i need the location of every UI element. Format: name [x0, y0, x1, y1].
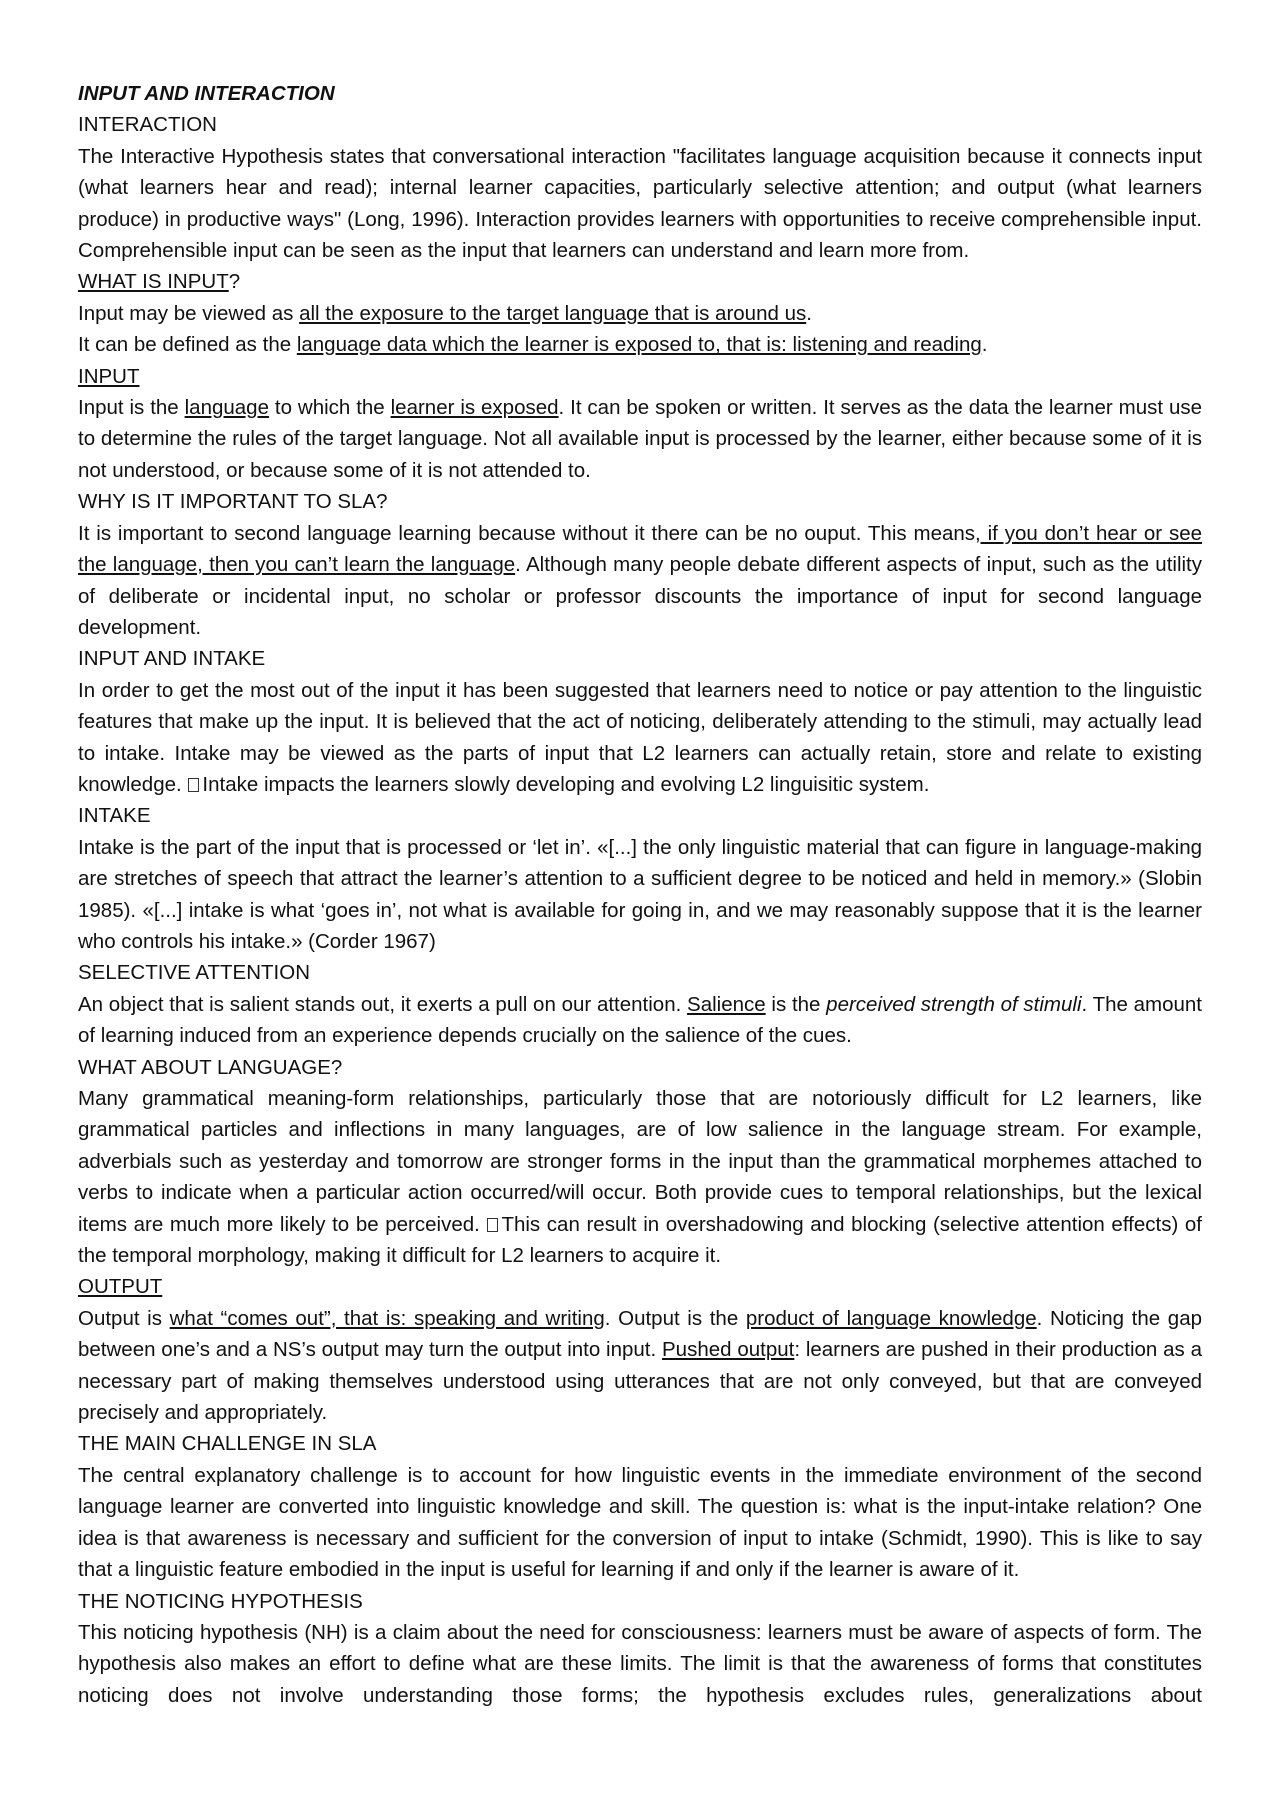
- paragraph-noticing-hypothesis: This noticing hypothesis (NH) is a claim about the need for consciousness: learners must be aware of aspects of form. The hypothesis also makes an effort to define what are these limits. The limit is that the awareness of forms that constitutes noticing does not involve understanding those forms; the hypothesis excludes rules, generalizations about: [78, 1620, 1202, 1707]
- underlined-phrase: all the exposure to the target language that is around us: [299, 301, 807, 325]
- text-run: . Output is the: [604, 1306, 746, 1330]
- underlined-phrase: learner is exposed: [390, 396, 559, 420]
- heading-input: INPUT: [78, 364, 140, 388]
- underlined-phrase: , if you don’t hear or see the language, then you can’t learn the language: [78, 521, 1203, 577]
- heading-intake: INTAKE: [78, 804, 151, 828]
- heading-output: OUTPUT: [78, 1275, 163, 1299]
- document-title: INPUT AND INTERACTION: [78, 82, 335, 105]
- heading-why-important: WHY IS IT IMPORTANT TO SLA?: [78, 490, 388, 514]
- text-run: Many grammatical meaning-form relationships, particularly those that are notoriously difficult for L2 learners, like grammatical particles and inflections in many languages, are of low salience in the language stream. For example, adverbials such as yesterday and tomorrow are stronger forms in the input than the grammatical morphemes attached to verbs to indicate when a particular action occurred/will occur. Both provide cues to temporal relationships, but the lexical items are much more likely to be perceived.: [78, 1087, 1202, 1236]
- missing-glyph-icon: [188, 778, 199, 792]
- document-page: [78, 78, 1202, 1711]
- underlined-phrase: Salience: [687, 992, 766, 1016]
- text-run: : learners are pushed in their production as a necessary part of making themselves understood using utterances that are not only conveyed, but that are conveyed precisely and appropriately.: [78, 1338, 1202, 1425]
- text-run: is the: [765, 992, 827, 1016]
- paragraph-interaction: The Interactive Hypothesis states that conversational interaction "facilitates language acquisition because it connects input (what learners hear and read); internal learner capacities, particularly selective attention; and output (what learners produce) in productive ways" (Long, 1996). Interaction provides learners with opportunities to receive comprehensible input. Comprehensible input can be seen as the input that learners can understand and learn more from.: [78, 144, 1202, 263]
- paragraph-input-and-intake: [78, 675, 1202, 801]
- paragraph-intake: Intake is the part of the input that is processed or ‘let in’. «[...] the only linguistic material that can figure in language-making are stretches of speech that attract the learner’s attention to a sufficient degree to be noticed and held in memory.» (Slobin 1985). «[...] intake is what ‘goes in’, not what is available for going in, and we may reasonably suppose that it is the learner who controls his intake.» (Corder 1967): [78, 835, 1202, 953]
- underlined-phrase: what “comes out”, that is: speaking and writing: [169, 1306, 605, 1330]
- text-run: An object that is salient stands out, it exerts a pull on our attention.: [78, 992, 688, 1016]
- paragraph-why-important: [78, 518, 1202, 644]
- missing-glyph-icon: [487, 1218, 498, 1232]
- text-run: This can result in overshadowing and blocking (selective attention effects) of the temporal morphology, making it difficult for L2 learners to acquire it.: [78, 1212, 1202, 1268]
- text-run: . Noticing the gap between one’s and a NS’s output may turn the output into input.: [78, 1306, 1203, 1362]
- text-run: Output is: [78, 1306, 170, 1330]
- text-run: . Although many people debate different aspects of input, such as the utility of deliberate or incidental input, no scholar or professor discounts the importance of input for second language development.: [78, 553, 1203, 639]
- underlined-phrase: Pushed output: [662, 1338, 795, 1362]
- text-run: to which the: [268, 396, 391, 420]
- text-run: .: [981, 333, 988, 357]
- paragraph-output: [78, 1303, 1202, 1429]
- italic-phrase: perceived strength of stimuli: [826, 992, 1082, 1016]
- text-run: Intake impacts the learners slowly developing and evolving L2 linguisitic system.: [202, 772, 930, 796]
- paragraph-main-challenge: The central explanatory challenge is to account for how linguistic events in the immediate environment of the second language learner are converted into linguistic knowledge and skill. The question is: what is the input-intake relation? One idea is that awareness is necessary and sufficient for the conversion of input to intake (Schmidt, 1990). This is like to say that a linguistic feature embodied in the input is useful for learning if and only if the learner is aware of it.: [78, 1463, 1202, 1582]
- heading-selective-attention: SELECTIVE ATTENTION: [78, 961, 310, 985]
- underlined-phrase: product of language knowledge: [745, 1306, 1037, 1330]
- paragraph-selective-attention: [78, 989, 1202, 1052]
- heading-main-challenge: THE MAIN CHALLENGE IN SLA: [78, 1432, 377, 1456]
- text-run: It can be defined as the: [78, 333, 297, 357]
- text-run: It is important to second language learning because without it there can be no ouput. This means: [78, 521, 976, 545]
- heading-what-is-input-mark: ?: [228, 270, 241, 294]
- heading-input-and-intake: INPUT AND INTAKE: [78, 647, 266, 671]
- heading-what-is-input-text: WHAT IS INPUT: [78, 270, 229, 294]
- underlined-phrase: language: [184, 396, 269, 420]
- heading-what-is-input: [78, 266, 1202, 297]
- heading-what-about-language: WHAT ABOUT LANGUAGE?: [78, 1055, 343, 1079]
- paragraph-input-definition: [78, 329, 1202, 360]
- text-run: Input is the: [78, 396, 185, 420]
- heading-noticing-hypothesis: THE NOTICING HYPOTHESIS: [78, 1589, 363, 1613]
- heading-interaction: INTERACTION: [78, 113, 217, 137]
- text-run: . The amount of learning induced from an experience depends crucially on the salience of the cues.: [78, 992, 1203, 1048]
- text-run: In order to get the most out of the input it has been suggested that learners need to notice or pay attention to the linguistic features that make up the input. It is believed that the act of noticing, deliberately attending to the stimuli, may actually lead to intake. Intake may be viewed as the parts of input that L2 learners can actually retain, store and relate to existing knowledge.: [78, 678, 1202, 796]
- paragraph-what-about-language: [78, 1083, 1202, 1271]
- text-run: . It can be spoken or written. It serves as the data the learner must use to determine the rules of the target language. Not all available input is processed by the learner, either because some of it is not understood, or because some of it is not attended to.: [78, 396, 1203, 482]
- text-run: .: [806, 301, 812, 325]
- underlined-phrase: language data which the learner is exposed to, that is: listening and reading: [296, 333, 982, 357]
- paragraph-input: [78, 392, 1202, 486]
- paragraph-input-exposure: [78, 298, 1202, 329]
- text-run: Input may be viewed as: [78, 301, 300, 325]
